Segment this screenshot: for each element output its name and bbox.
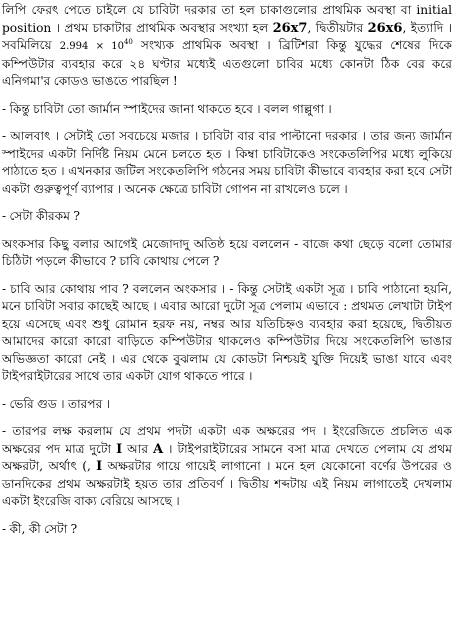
p1-combo-26x6: 26x6 bbox=[367, 20, 403, 36]
p1-line4: অবস্থা । ব্রিটিশরা কিন্তু যুদ্ধের শেষের দিকে কম্পিউটার ব্যবহার করে ২৪ bbox=[2, 38, 453, 71]
p1-line5: ঘণ্টার মধ্যেই এতগুলো চাবির মধ্যে কোনটা ঠিক বের করে এনিগমা'র কোডও bbox=[2, 56, 452, 88]
p1-sci-number: 2.994 × 10 bbox=[59, 41, 124, 52]
paragraph-6: - চাবি আর কোথায় পাব ? বললেন অংকসার । - কিন্তু সেটাই একটা সূত্র । চাবি পাঠানো হয়নি, মনে চাবিটা সবার কাছেই আছে । এবার আরো দুটো সূত্র পেলাম এভাবে : প্রথমত লেখাটা টাইপ হয়ে এসেছে এবং শুধু রোমান হরফ নয়, নম্বর আর যতিচিহ্নও ব্যবহার করা হয়েছে, দ্বিতীয়ত আমাদের কারো কারো বাড়িতে কম্পিউটার থাকলেও কম্পিউটার দিয়ে সংকেতলিপি ভাঙার অভিজ্ঞতা কারো নেই । এর থেকে বুঝলাম যে কোডটা নিশ্চয়ই যুক্তি দিয়েই ভাঙা যাবে এবং টাইপরাইটারের সাথে তার একটা যোগ থাকতে পারে । bbox=[2, 281, 452, 383]
p1-line6: ভাঙতে পারছিল ! bbox=[92, 74, 178, 88]
p1-sci-exponent: 40 bbox=[123, 37, 133, 46]
paragraph-1 bbox=[2, 2, 452, 91]
p8-text-a: - তারপর লক্ষ করলাম যে প্রথম পদটা একটা এক অক্ষরের পদ । ইংরেজিতে প্রচলিত এক অক্ষরের পদ মাত্র দুটো bbox=[2, 424, 452, 456]
p8-text-c: । টাইপরাইটারের সামনে বসা মাত্র দেখতে পেলাম যে প্রথম অক্ষরটা, অর্থাৎ (, bbox=[2, 441, 453, 473]
p1-line3-text3: সংখ্যক প্রাথমিক bbox=[132, 38, 222, 52]
p1-line1: লিপি ফেরৎ পেতে চাইলে যে চাবিটা দরকার তা হল চাকাগুলোর প্রাথমিক bbox=[2, 3, 362, 17]
paragraph-9: - কী, কী সেটা ? bbox=[2, 521, 78, 536]
paragraph-5: অংকসার কিছু বলার আগেই মেজোদাদু অতিষ্ঠ হয়ে বললেন - বাজে কথা ছেড়ে বলো তোমার চিঠিটা পড়লে কীভাবে ? চাবি কোথায় পেলে ? bbox=[2, 236, 452, 268]
p8-letter-i2: I bbox=[96, 459, 103, 474]
paragraph-3: - আলবাৎ । সেটাই তো সবচেয়ে মজার । চাবিটা বার বার পাল্টানো দরকার । তার জন্য জার্মান স্পাইদের একটা নির্দিষ্ট নিয়ম মেনে চলতে হত । কিম্বা চাবিটাকেও সংকেতলিপির মধ্যে লুকিয়ে পাঠাতে হত । এখনকার জটিল সংকেতলিপি গঠনের সময় চাবিটা কীভাবে ব্যবহার করা হবে সেটা একটা গুরুত্বপূর্ণ ব্যাপার । অনেক ক্ষেত্রে চাবিটা গোপন না রাখলেও চলে । bbox=[2, 129, 452, 196]
p8-letter-a: A bbox=[153, 441, 164, 457]
paragraph-7: - ভেরি গুড । তারপর । bbox=[2, 396, 111, 411]
paragraph-4: - সেটা কীরকম ? bbox=[2, 209, 80, 223]
p1-combo-26x7: 26x7 bbox=[272, 20, 308, 36]
p1-line2: অবস্থা বা initial position । প্রথম চাকাটার প্রাথমিক অবস্থার সংখ্যা হল bbox=[2, 3, 452, 35]
p8-text-d: অক্ষরটার গায়ে গায়েই লাগানো । মনে হল যেকোনো বর্ণের উপরের ও ডানদিকের প্রথম অক্ষরটাই হয়ত তার প্রতিবর্ণ । দ্বিতীয় শব্দটায় এই নিয়ম লাগাতেই দেখলাম একটা ইংরেজি বাক্য বেরিয়ে আসছে । bbox=[2, 459, 452, 508]
p1-line3-text2: , ইত্যাদি । সবমিলিয়ে bbox=[2, 20, 452, 52]
p8-text-b: আর bbox=[122, 441, 154, 456]
p8-letter-i: I bbox=[116, 441, 123, 457]
paragraph-2: - কিন্তু চাবিটা তো জার্মান স্পাইদের জানা থাকতে হবে । বলল গাল্লুগা । bbox=[2, 101, 332, 116]
paragraph-8 bbox=[2, 423, 452, 511]
p1-line3-text1: , দ্বিতীয়টার bbox=[307, 20, 368, 35]
